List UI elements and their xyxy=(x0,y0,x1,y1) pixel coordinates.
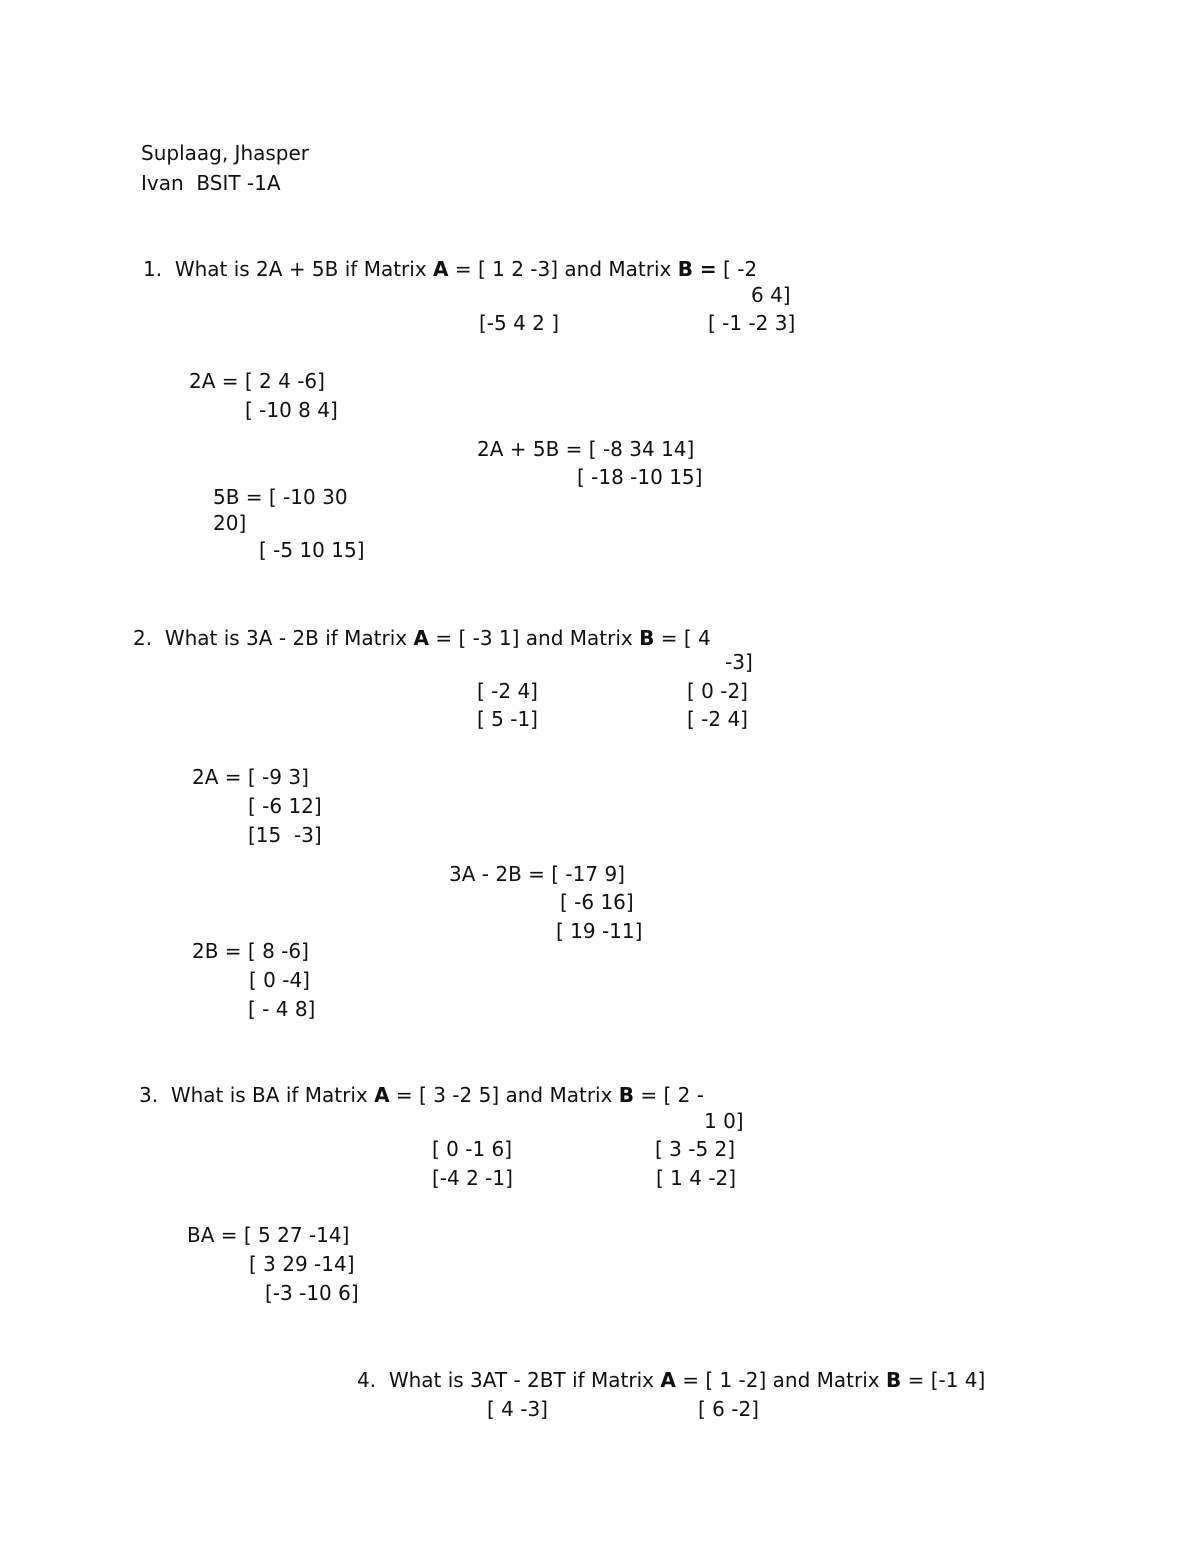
question-4 xyxy=(357,1368,985,1392)
matrix-b-row3: [ 1 4 -2] xyxy=(656,1166,737,1190)
ba-row3: [-3 -10 6] xyxy=(265,1281,359,1305)
ba-row2: [ 3 29 -14] xyxy=(249,1252,355,1276)
matrix-b-label: B = xyxy=(677,257,717,281)
question-text: What is 3A - 2B if Matrix xyxy=(164,626,414,650)
matrix-b-row3: [ -2 4] xyxy=(687,707,748,731)
matrix-a-label: A xyxy=(374,1083,390,1107)
ba-row1: BA = [ 5 27 -14] xyxy=(187,1223,350,1247)
question-number: 4. xyxy=(357,1368,377,1392)
twoB-row3: [ - 4 8] xyxy=(248,997,316,1021)
question-text: = [ -3 1] and Matrix xyxy=(428,626,640,650)
question-text: What is 3AT - 2BT if Matrix xyxy=(388,1368,661,1392)
matrix-a-row2: [ -2 4] xyxy=(477,679,538,703)
question-text: = [ 4 xyxy=(654,626,711,650)
twoA-row1: 2A = [ -9 3] xyxy=(192,765,309,789)
question-number: 2. xyxy=(133,626,153,650)
student-section: Ivan BSIT -1A xyxy=(141,171,281,195)
question-2 xyxy=(133,626,711,650)
twoA-row2: [ -10 8 4] xyxy=(245,398,338,422)
twoA-row3: [15 -3] xyxy=(248,823,322,847)
matrix-b-row2: [ -1 -2 3] xyxy=(708,311,796,335)
sum-row1: 2A + 5B = [ -8 34 14] xyxy=(477,437,695,461)
matrix-a-row2: [-5 4 2 ] xyxy=(479,311,560,335)
question-number: 1. xyxy=(143,257,163,281)
question-1 xyxy=(143,257,757,281)
question-text: = [-1 4] xyxy=(901,1368,986,1392)
matrix-b-row2: [ 0 -2] xyxy=(687,679,748,703)
matrix-b-label: B xyxy=(885,1368,902,1392)
twoA-row1: 2A = [ 2 4 -6] xyxy=(189,369,325,393)
diff-row1: 3A - 2B = [ -17 9] xyxy=(449,862,625,886)
matrix-a-row2: [ 4 -3] xyxy=(487,1397,548,1421)
matrix-a-label: A xyxy=(660,1368,676,1392)
matrix-a-label: A xyxy=(413,626,429,650)
question-text: What is 2A + 5B if Matrix xyxy=(174,257,434,281)
fiveB-row1: 5B = [ -10 30 xyxy=(213,485,348,509)
sum-row2: [ -18 -10 15] xyxy=(577,465,703,489)
question-text: = [ 1 -2] and Matrix xyxy=(675,1368,886,1392)
student-name: Suplaag, Jhasper xyxy=(141,141,310,165)
question-text: = [ 2 - xyxy=(634,1083,704,1107)
diff-row3: [ 19 -11] xyxy=(556,919,643,943)
question-text: What is BA if Matrix xyxy=(170,1083,375,1107)
matrix-b-label: B xyxy=(618,1083,635,1107)
matrix-a-row2: [ 0 -1 6] xyxy=(432,1137,513,1161)
matrix-b-row1-continued: 6 4] xyxy=(751,283,791,307)
question-number: 3. xyxy=(139,1083,159,1107)
question-3 xyxy=(139,1083,704,1107)
fiveB-row1-continued: 20] xyxy=(213,511,247,535)
matrix-b-row1-continued: -3] xyxy=(725,650,753,674)
matrix-a-row3: [-4 2 -1] xyxy=(432,1166,513,1190)
diff-row2: [ -6 16] xyxy=(560,890,634,914)
matrix-b-row2: [ 6 -2] xyxy=(698,1397,759,1421)
question-text: = [ 1 2 -3] and Matrix xyxy=(448,257,678,281)
twoA-row2: [ -6 12] xyxy=(248,794,322,818)
matrix-b-label: B xyxy=(639,626,655,650)
question-text: [ -2 xyxy=(716,257,758,281)
matrix-a-row3: [ 5 -1] xyxy=(477,707,538,731)
twoB-row2: [ 0 -4] xyxy=(249,968,310,992)
twoB-row1: 2B = [ 8 -6] xyxy=(192,939,309,963)
matrix-b-row2: [ 3 -5 2] xyxy=(655,1137,736,1161)
question-text: = [ 3 -2 5] and Matrix xyxy=(389,1083,619,1107)
matrix-b-row1-continued: 1 0] xyxy=(704,1109,744,1133)
matrix-a-label: A xyxy=(433,257,449,281)
fiveB-row2: [ -5 10 15] xyxy=(259,538,365,562)
